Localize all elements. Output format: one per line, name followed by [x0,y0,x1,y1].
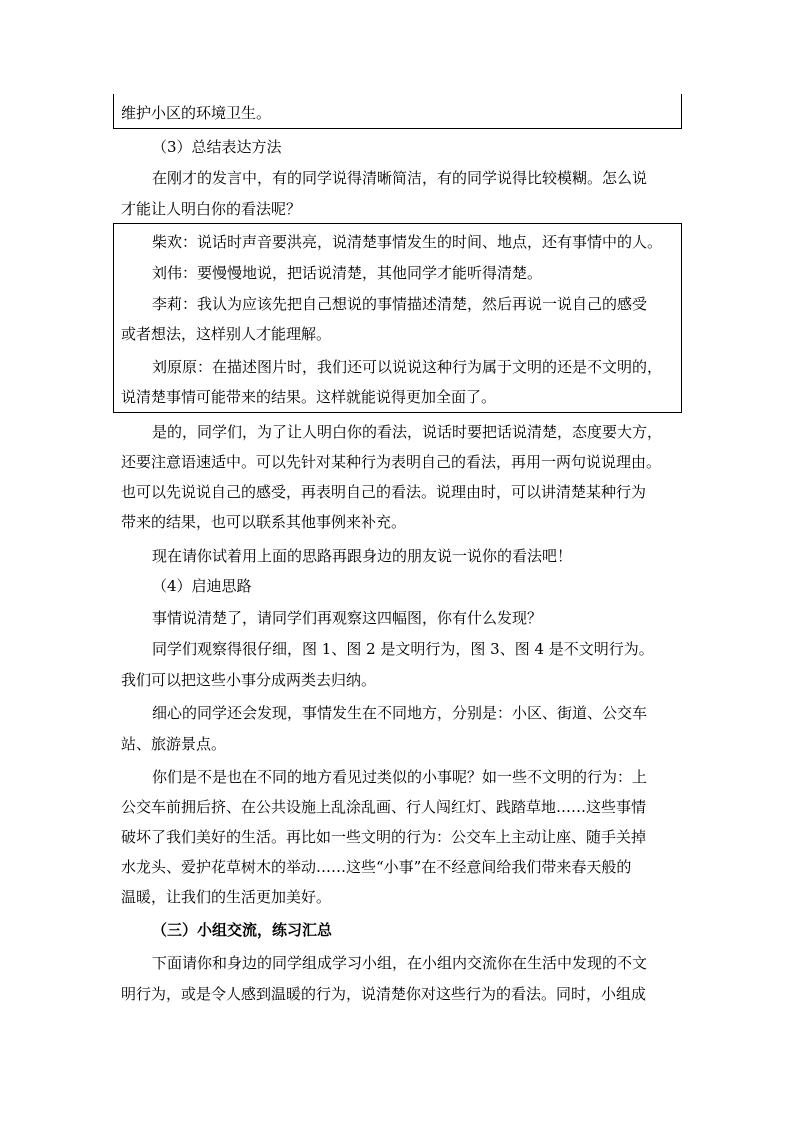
paragraph-line: 我们可以把这些小事分成两类去归纳。 [121,671,377,689]
paragraph-line: 也可以先说说自己的感受，再表明自己的看法。说理由时，可以讲清楚某种行为 [121,483,647,501]
paragraph-line: 同学们观察得很仔细，图 1、图 2 是文明行为，图 3、图 4 是不文明行为。 [152,640,654,658]
paragraph-line: 现在请你试着用上面的思路再跟身边的朋友说一说你的看法吧！ [152,547,573,565]
paragraph-line: 还要注意语速适中。可以先针对某种行为表明自己的看法，再用一两句说说理由。 [121,453,662,471]
paragraph-line: 维护小区的环境卫生。 [121,104,272,122]
answer-line: 刘伟：要慢慢地说，把话说清楚，其他同学才能听得清楚。 [152,264,543,282]
paragraph-line: 水龙头、爱护花草树木的举动……这些“小事”在不经意间给我们带来春天般的 [121,858,632,876]
section-heading: （3）总结表达方法 [152,138,282,156]
paragraph-line: 带来的结果，也可以联系其他事例来补充。 [121,513,407,531]
paragraph-line: 下面请你和身边的同学组成学习小组，在小组内交流你在生活中发现的不文 [152,954,648,972]
section-heading-bold: （三）小组交流，练习汇总 [152,921,333,939]
answer-line: 刘原原：在描述图片时，我们还可以说说这种行为属于文明的还是不文明的， [152,358,663,376]
paragraph-line: 细心的同学还会发现，事情发生在不同地方，分别是：小区、街道、公交车 [152,704,648,722]
paragraph-line: 公交车前拥后挤、在公共设施上乱涂乱画、行人闯红灯、践踏草地……这些事情 [121,798,647,816]
paragraph-line: 在刚才的发言中，有的同学说得清晰简洁，有的同学说得比较模糊。怎么说 [152,169,648,187]
section-heading: （4）启迪思路 [152,577,252,595]
answer-line: 说清楚事情可能带来的结果。这样就能说得更加全面了。 [121,388,497,406]
paragraph-line: 事情说清楚了，请同学们再观察这四幅图，你有什么发现？ [152,609,543,627]
paragraph-line: 破坏了我们美好的生活。再比如一些文明的行为：公交车上主动让座、随手关掉 [121,828,647,846]
answer-line: 柴欢：说话时声音要洪亮，说清楚事情发生的时间、地点，还有事情中的人。 [152,233,663,251]
paragraph-line: 明行为，或是令人感到温暖的行为，说清楚你对这些行为的看法。同时，小组成 [121,985,647,1003]
answer-line: 或者想法，这样别人才能理解。 [121,325,332,343]
paragraph-line: 才能让人明白你的看法呢？ [121,200,302,218]
paragraph-line: 温暖，让我们的生活更加美好。 [121,888,332,906]
paragraph-line: 站、旅游景点。 [121,735,227,753]
paragraph-line: 是的，同学们，为了让人明白你的看法，说话时要把话说清楚，态度要大方， [152,423,663,441]
answer-line: 李莉：我认为应该先把自己想说的事情描述清楚，然后再说一说自己的感受 [152,295,648,313]
paragraph-line: 你们是不是也在不同的地方看见过类似的小事呢？如一些不文明的行为：上 [152,768,648,786]
